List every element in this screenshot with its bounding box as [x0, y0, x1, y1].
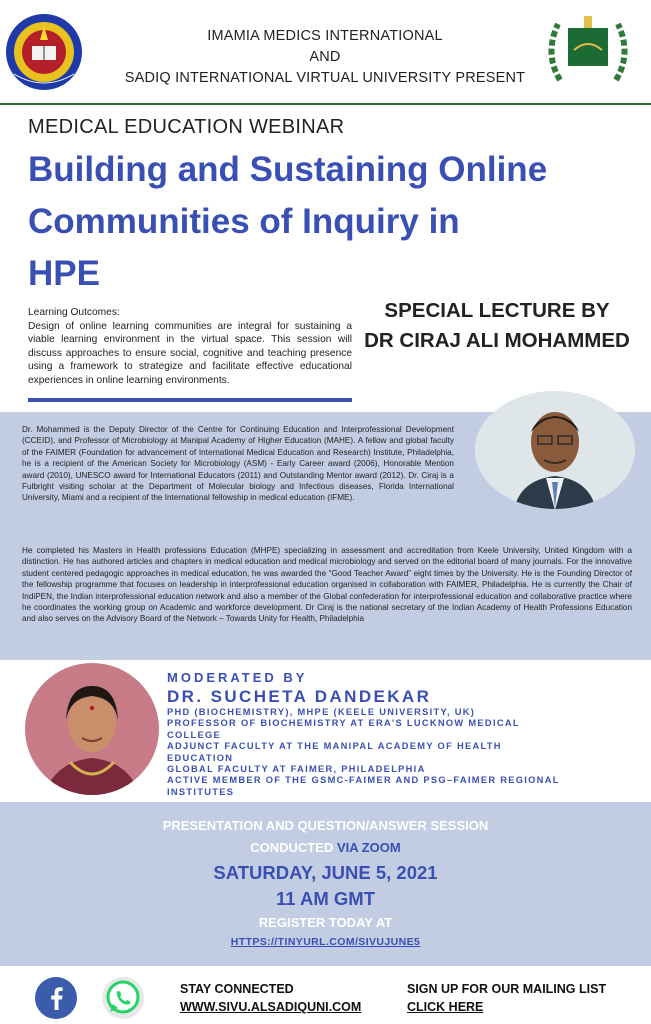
header-divider — [0, 103, 651, 105]
register-label: REGISTER TODAY AT — [258, 915, 393, 930]
session-time: 11 AM GMT — [275, 888, 376, 909]
mailing-list-label: SIGN UP FOR OUR MAILING LIST — [407, 982, 607, 996]
webinar-title-line-1: Building and Sustaining Online — [28, 150, 548, 189]
moderator-credential: ACTIVE MEMBER OF THE GSMC-FAIMER AND PSG–FAIMER REGIONAL — [167, 775, 560, 786]
mailing-list-link[interactable]: CLICK HERE — [407, 1000, 484, 1014]
header-line-3: SADIQ INTERNATIONAL VIRTUAL UNIVERSITY PRESENT — [124, 70, 526, 86]
learning-outcomes-body: Design of online learning communities are integral for sustaining a viable learning environment in the virtual space. This session will discuss approaches to ensure social, cognitive and teaching presence using a framework to strategize and facilitate effective educational experiences in online learning environments. — [28, 320, 352, 386]
facebook-icon[interactable] — [35, 977, 77, 1019]
sadiq-university-logo — [540, 10, 636, 96]
special-lecture-label: SPECIAL LECTURE BY — [384, 299, 610, 322]
special-lecture — [352, 296, 642, 356]
stay-connected-label: STAY CONNECTED — [180, 982, 294, 996]
whatsapp-icon[interactable] — [101, 976, 145, 1020]
registration-link[interactable]: HTTPS://TINYURL.COM/SIVUJUNE5 — [230, 936, 421, 948]
webinar-label: MEDICAL EDUCATION WEBINAR — [28, 116, 345, 138]
speaker-photo — [474, 390, 636, 510]
speaker-bio-paragraph-2: He completed his Masters in Health professions Education (MHPE) specializing in assessment and accreditation from Keele University, United Kingdom with a distinction. He has authored articles and chapters in medical education and medical microbiology and served on the editorial board of many journals. For the innovative student centered pedagogic approaches in medical education, he was awarded the “Good Teacher Award” eight times by the University. He is the Founding Director of the fellowship programme that focuses on leadership in interprofessional education organised in collaboration with FAIMER, Philadelphia. He is currently the Chair of IndiPEN, the Indian interprofessional education network and also a member of the Global confederation for interprofessional education and collaborative practice where he coordinates the working group on Academic and workforce development. Dr Ciraj is the national secretary of the Indian Academy of Health Professions Education and also serves on the Advisory Board of the Network – Towards Unity for Health, Philadelphia — [22, 546, 632, 624]
session-platform — [0, 840, 651, 855]
moderator-credential: ADJUNCT FACULTY AT THE MANIPAL ACADEMY OF HEALTH — [167, 741, 502, 752]
moderator-credentials — [167, 707, 617, 798]
session-conducted: CONDUCTED — [250, 840, 334, 855]
moderator-credential: GLOBAL FACULTY AT FAIMER, PHILADELPHIA — [167, 764, 426, 775]
moderator-credential: INSTITUTES — [167, 786, 235, 797]
moderated-by-label: MODERATED BY — [167, 670, 308, 685]
outcomes-divider — [28, 398, 352, 402]
moderator-credential: COLLEGE — [167, 729, 222, 740]
moderator-credential: PHD (BIOCHEMISTRY), MHPE (KEELE UNIVERSITY, UK) — [167, 707, 476, 717]
webinar-title — [28, 144, 628, 300]
moderator-credential: EDUCATION — [167, 752, 234, 763]
speaker-name: DR CIRAJ ALI MOHAMMED — [364, 329, 630, 352]
moderator-name: DR. SUCHETA DANDEKAR — [167, 687, 432, 706]
header-line-1: IMAMIA MEDICS INTERNATIONAL — [207, 28, 443, 44]
header-line-2: AND — [309, 49, 341, 65]
learning-outcomes — [28, 306, 352, 388]
moderator-credential: PROFESSOR OF BIOCHEMISTRY AT ERA'S LUCKNOW MEDICAL — [167, 718, 520, 729]
moderator-photo — [24, 662, 160, 796]
webinar-title-line-2: Communities of Inquiry in — [28, 202, 460, 241]
header — [0, 0, 651, 104]
webinar-title-line-3: HPE — [28, 254, 100, 293]
session-date: SATURDAY, JUNE 5, 2021 — [213, 862, 438, 883]
website-link[interactable]: WWW.SIVU.ALSADIQUNI.COM — [180, 1000, 362, 1014]
session-description: PRESENTATION AND QUESTION/ANSWER SESSION — [162, 818, 489, 833]
session-zoom: VIA ZOOM — [336, 840, 401, 855]
speaker-bio-paragraph-1: Dr. Mohammed is the Deputy Director of the Centre for Continuing Education and Interprofessional Development (CCEID), and Professor of Microbiology at Manipal Academy of Higher Education (MAHE). A fellow and global faculty of the FAIMER (Foundation for advancement of International Medical Education and Research) Institute, Philadelphia, he is a recipient of the American Society for Microbiology (ASM) - Early Career award (2006), Honorable Mention award (2010), UNESCO award for International Educators (2011) and Outstanding Mentor award (2012). Dr. Ciraj is a Fulbright visiting scholar at the Department of Molecular biology and Infectious diseases, Florida International University, Miami and a recipient of the International fellowship in medical education (IFME). — [22, 425, 454, 503]
header-text — [100, 26, 550, 89]
learning-outcomes-heading: Learning Outcomes: — [28, 307, 120, 318]
imamia-medics-logo — [4, 12, 84, 92]
